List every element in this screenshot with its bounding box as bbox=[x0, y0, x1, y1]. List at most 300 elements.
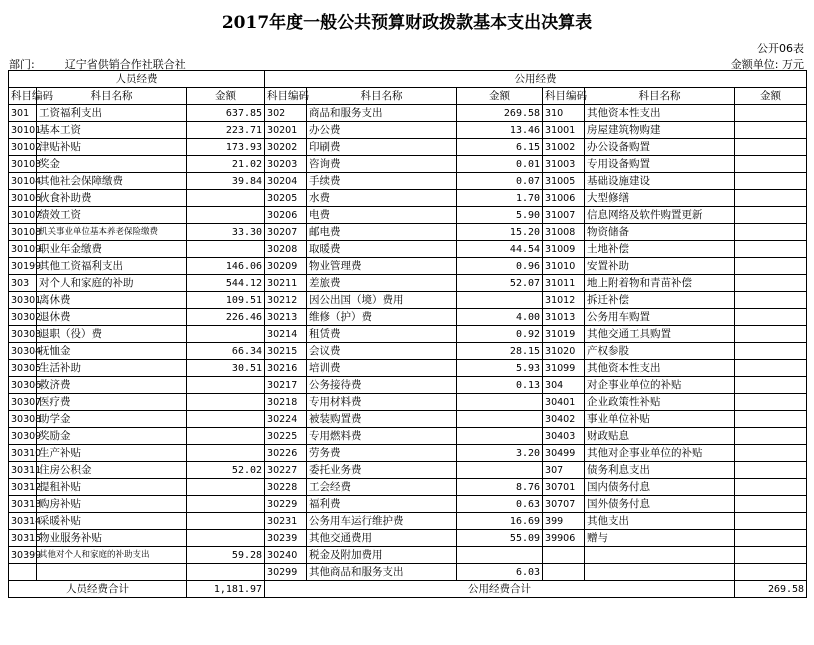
public-goods-name: 取暖费 bbox=[307, 241, 457, 258]
personnel-name: 救济费 bbox=[37, 377, 187, 394]
public-goods-code: 30201 bbox=[265, 122, 307, 139]
personnel-name: 离休费 bbox=[37, 292, 187, 309]
amount-unit: 金额单位: 万元 bbox=[730, 58, 804, 71]
personnel-amount: 52.02 bbox=[187, 462, 265, 479]
personnel-name: 其他对个人和家庭的补助支出 bbox=[37, 547, 187, 564]
public-goods-code: 30203 bbox=[265, 156, 307, 173]
header-name: 科目名称 bbox=[585, 88, 735, 105]
header-code: 科目编码 bbox=[265, 88, 307, 105]
public-total-amount: 269.58 bbox=[735, 581, 807, 598]
public-goods-amount: 5.93 bbox=[457, 360, 543, 377]
public-goods-code: 30225 bbox=[265, 428, 307, 445]
personnel-name: 其他工资福利支出 bbox=[37, 258, 187, 275]
public-goods-code: 30227 bbox=[265, 462, 307, 479]
public-goods-amount: 0.07 bbox=[457, 173, 543, 190]
table-row bbox=[9, 479, 807, 496]
personnel-code: 30311 bbox=[9, 462, 37, 479]
public-capital-name: 财政贴息 bbox=[585, 428, 735, 445]
table-row bbox=[9, 377, 807, 394]
public-capital-amount bbox=[735, 241, 807, 258]
public-capital-code: 31010 bbox=[543, 258, 585, 275]
column-header-row bbox=[9, 88, 807, 105]
personnel-name: 抚恤金 bbox=[37, 343, 187, 360]
header-name: 科目名称 bbox=[37, 88, 187, 105]
personnel-code: 30315 bbox=[9, 530, 37, 547]
public-goods-name: 公务接待费 bbox=[307, 377, 457, 394]
personnel-name: 奖金 bbox=[37, 156, 187, 173]
public-goods-name: 会议费 bbox=[307, 343, 457, 360]
public-goods-code: 30214 bbox=[265, 326, 307, 343]
public-capital-code: 31020 bbox=[543, 343, 585, 360]
table-row bbox=[9, 207, 807, 224]
public-capital-name: 债务利息支出 bbox=[585, 462, 735, 479]
personnel-name: 对个人和家庭的补助 bbox=[37, 275, 187, 292]
public-capital-name: 国外债务付息 bbox=[585, 496, 735, 513]
public-capital-code: 31006 bbox=[543, 190, 585, 207]
public-capital-code: 30499 bbox=[543, 445, 585, 462]
public-capital-amount bbox=[735, 513, 807, 530]
public-goods-amount: 55.09 bbox=[457, 530, 543, 547]
group-header-row bbox=[9, 71, 807, 88]
personnel-amount bbox=[187, 377, 265, 394]
personnel-name: 其他社会保障缴费 bbox=[37, 173, 187, 190]
public-goods-code: 30240 bbox=[265, 547, 307, 564]
public-capital-name: 其他支出 bbox=[585, 513, 735, 530]
personnel-code: 30399 bbox=[9, 547, 37, 564]
public-goods-name: 被装购置费 bbox=[307, 411, 457, 428]
public-capital-code: 31003 bbox=[543, 156, 585, 173]
public-goods-amount: 0.01 bbox=[457, 156, 543, 173]
public-capital-name: 地上附着物和青苗补偿 bbox=[585, 275, 735, 292]
public-capital-amount bbox=[735, 360, 807, 377]
public-capital-code: 310 bbox=[543, 105, 585, 122]
public-goods-name: 办公费 bbox=[307, 122, 457, 139]
public-capital-code: 31007 bbox=[543, 207, 585, 224]
personnel-amount: 146.06 bbox=[187, 258, 265, 275]
public-capital-code: 30707 bbox=[543, 496, 585, 513]
public-goods-amount: 0.96 bbox=[457, 258, 543, 275]
public-goods-name: 物业管理费 bbox=[307, 258, 457, 275]
public-goods-name: 咨询费 bbox=[307, 156, 457, 173]
public-capital-name: 其他资本性支出 bbox=[585, 360, 735, 377]
public-capital-amount bbox=[735, 547, 807, 564]
public-goods-amount bbox=[457, 394, 543, 411]
public-capital-code: 31009 bbox=[543, 241, 585, 258]
personnel-total-amount: 1,181.97 bbox=[187, 581, 265, 598]
table-row bbox=[9, 462, 807, 479]
public-capital-amount bbox=[735, 105, 807, 122]
personnel-code: 30108 bbox=[9, 224, 37, 241]
personnel-amount: 223.71 bbox=[187, 122, 265, 139]
public-goods-name: 水费 bbox=[307, 190, 457, 207]
public-capital-code bbox=[543, 564, 585, 581]
public-capital-name: 安置补助 bbox=[585, 258, 735, 275]
header-code: 科目编码 bbox=[9, 88, 37, 105]
public-goods-code: 30211 bbox=[265, 275, 307, 292]
personnel-amount bbox=[187, 513, 265, 530]
personnel-code: 301 bbox=[9, 105, 37, 122]
personnel-code: 30308 bbox=[9, 411, 37, 428]
public-capital-code: 30403 bbox=[543, 428, 585, 445]
personnel-code: 303 bbox=[9, 275, 37, 292]
public-capital-name: 其他对企事业单位的补贴 bbox=[585, 445, 735, 462]
personnel-amount bbox=[187, 411, 265, 428]
personnel-name: 基本工资 bbox=[37, 122, 187, 139]
public-capital-amount bbox=[735, 411, 807, 428]
public-capital-amount bbox=[735, 309, 807, 326]
table-body bbox=[9, 105, 807, 581]
public-goods-name: 电费 bbox=[307, 207, 457, 224]
public-capital-code: 31013 bbox=[543, 309, 585, 326]
public-capital-name: 大型修缮 bbox=[585, 190, 735, 207]
personnel-amount: 544.12 bbox=[187, 275, 265, 292]
public-capital-amount bbox=[735, 343, 807, 360]
public-capital-code: 30701 bbox=[543, 479, 585, 496]
public-goods-amount: 6.15 bbox=[457, 139, 543, 156]
header-amount: 金额 bbox=[457, 88, 543, 105]
table-row bbox=[9, 394, 807, 411]
public-capital-name bbox=[585, 564, 735, 581]
header-amount: 金额 bbox=[735, 88, 807, 105]
public-capital-amount bbox=[735, 564, 807, 581]
personnel-code: 30101 bbox=[9, 122, 37, 139]
personnel-amount bbox=[187, 241, 265, 258]
personnel-amount: 173.93 bbox=[187, 139, 265, 156]
header-amount: 金额 bbox=[187, 88, 265, 105]
public-capital-code: 31005 bbox=[543, 173, 585, 190]
personnel-amount: 30.51 bbox=[187, 360, 265, 377]
personnel-name: 伙食补助费 bbox=[37, 190, 187, 207]
table-row bbox=[9, 530, 807, 547]
public-capital-amount bbox=[735, 190, 807, 207]
personnel-amount: 226.46 bbox=[187, 309, 265, 326]
personnel-amount: 39.84 bbox=[187, 173, 265, 190]
public-goods-amount bbox=[457, 547, 543, 564]
table-row bbox=[9, 139, 807, 156]
public-goods-code: 30226 bbox=[265, 445, 307, 462]
personnel-name: 医疗费 bbox=[37, 394, 187, 411]
public-capital-name: 专用设备购置 bbox=[585, 156, 735, 173]
personnel-amount bbox=[187, 479, 265, 496]
public-capital-amount bbox=[735, 207, 807, 224]
public-capital-name: 物资储备 bbox=[585, 224, 735, 241]
personnel-code: 30310 bbox=[9, 445, 37, 462]
public-goods-code: 30216 bbox=[265, 360, 307, 377]
table-row bbox=[9, 428, 807, 445]
personnel-amount bbox=[187, 564, 265, 581]
public-goods-code: 30217 bbox=[265, 377, 307, 394]
table-row bbox=[9, 343, 807, 360]
public-goods-code: 30207 bbox=[265, 224, 307, 241]
public-goods-code: 30209 bbox=[265, 258, 307, 275]
table-row bbox=[9, 156, 807, 173]
public-goods-name: 手续费 bbox=[307, 173, 457, 190]
personnel-group-header: 人员经费 bbox=[9, 71, 265, 88]
table-row bbox=[9, 564, 807, 581]
public-goods-amount bbox=[457, 292, 543, 309]
public-capital-name: 基础设施建设 bbox=[585, 173, 735, 190]
public-capital-name: 公务用车购置 bbox=[585, 309, 735, 326]
public-capital-name: 赠与 bbox=[585, 530, 735, 547]
personnel-code: 30306 bbox=[9, 377, 37, 394]
public-capital-code: 31002 bbox=[543, 139, 585, 156]
public-goods-name: 培训费 bbox=[307, 360, 457, 377]
public-goods-name: 福利费 bbox=[307, 496, 457, 513]
public-goods-amount: 1.70 bbox=[457, 190, 543, 207]
public-capital-name bbox=[585, 547, 735, 564]
totals-row bbox=[9, 581, 807, 598]
personnel-code: 30302 bbox=[9, 309, 37, 326]
public-capital-code: 31001 bbox=[543, 122, 585, 139]
personnel-code: 30106 bbox=[9, 190, 37, 207]
public-goods-amount: 6.03 bbox=[457, 564, 543, 581]
public-capital-code: 31011 bbox=[543, 275, 585, 292]
public-capital-code: 31012 bbox=[543, 292, 585, 309]
public-goods-code: 30229 bbox=[265, 496, 307, 513]
public-goods-name: 邮电费 bbox=[307, 224, 457, 241]
personnel-code bbox=[9, 564, 37, 581]
public-capital-amount bbox=[735, 173, 807, 190]
public-goods-amount: 5.90 bbox=[457, 207, 543, 224]
table-row bbox=[9, 292, 807, 309]
personnel-name: 机关事业单位基本养老保险缴费 bbox=[37, 224, 187, 241]
personnel-amount: 59.28 bbox=[187, 547, 265, 564]
public-capital-amount bbox=[735, 428, 807, 445]
public-goods-amount: 13.46 bbox=[457, 122, 543, 139]
public-goods-amount: 3.20 bbox=[457, 445, 543, 462]
public-goods-code: 30208 bbox=[265, 241, 307, 258]
public-goods-name: 维修（护）费 bbox=[307, 309, 457, 326]
department-name: 辽宁省供销合作社联合社 bbox=[64, 58, 186, 71]
public-goods-code: 30212 bbox=[265, 292, 307, 309]
public-goods-name: 差旅费 bbox=[307, 275, 457, 292]
public-goods-amount bbox=[457, 428, 543, 445]
personnel-code: 30303 bbox=[9, 326, 37, 343]
department-label: 部门: bbox=[9, 58, 35, 71]
personnel-amount bbox=[187, 496, 265, 513]
public-goods-amount: 4.00 bbox=[457, 309, 543, 326]
public-goods-code: 30299 bbox=[265, 564, 307, 581]
personnel-amount bbox=[187, 445, 265, 462]
public-capital-amount bbox=[735, 292, 807, 309]
personnel-code: 30109 bbox=[9, 241, 37, 258]
form-number: 公开06表 bbox=[757, 42, 804, 55]
table-row bbox=[9, 105, 807, 122]
public-capital-amount bbox=[735, 156, 807, 173]
public-goods-amount: 52.07 bbox=[457, 275, 543, 292]
public-capital-code bbox=[543, 547, 585, 564]
public-goods-name: 工会经费 bbox=[307, 479, 457, 496]
personnel-name: 退职（役）费 bbox=[37, 326, 187, 343]
table-row bbox=[9, 513, 807, 530]
public-capital-amount bbox=[735, 462, 807, 479]
header-name: 科目名称 bbox=[307, 88, 457, 105]
public-goods-amount bbox=[457, 411, 543, 428]
personnel-code: 30107 bbox=[9, 207, 37, 224]
personnel-name: 住房公积金 bbox=[37, 462, 187, 479]
header-code: 科目编码 bbox=[543, 88, 585, 105]
personnel-code: 30199 bbox=[9, 258, 37, 275]
personnel-code: 30307 bbox=[9, 394, 37, 411]
public-capital-name: 其他资本性支出 bbox=[585, 105, 735, 122]
public-capital-name: 企业政策性补贴 bbox=[585, 394, 735, 411]
personnel-name: 采暖补贴 bbox=[37, 513, 187, 530]
public-goods-amount bbox=[457, 462, 543, 479]
public-goods-name: 商品和服务支出 bbox=[307, 105, 457, 122]
table-row bbox=[9, 326, 807, 343]
personnel-code: 30313 bbox=[9, 496, 37, 513]
public-capital-code: 30402 bbox=[543, 411, 585, 428]
public-capital-name: 土地补偿 bbox=[585, 241, 735, 258]
public-goods-amount: 44.54 bbox=[457, 241, 543, 258]
public-goods-amount: 0.63 bbox=[457, 496, 543, 513]
personnel-code: 30304 bbox=[9, 343, 37, 360]
public-goods-name: 专用燃料费 bbox=[307, 428, 457, 445]
table-row bbox=[9, 309, 807, 326]
public-capital-amount bbox=[735, 224, 807, 241]
public-goods-code: 30206 bbox=[265, 207, 307, 224]
public-capital-name: 其他交通工具购置 bbox=[585, 326, 735, 343]
personnel-amount bbox=[187, 326, 265, 343]
personnel-total-label: 人员经费合计 bbox=[9, 581, 187, 598]
public-capital-name: 办公设备购置 bbox=[585, 139, 735, 156]
public-capital-code: 307 bbox=[543, 462, 585, 479]
public-capital-name: 国内债务付息 bbox=[585, 479, 735, 496]
page-title: 2017年度一般公共预算财政拨款基本支出决算表 bbox=[221, 13, 593, 33]
personnel-name: 津贴补贴 bbox=[37, 139, 187, 156]
public-capital-amount bbox=[735, 530, 807, 547]
personnel-name: 工资福利支出 bbox=[37, 105, 187, 122]
public-goods-amount: 0.92 bbox=[457, 326, 543, 343]
public-capital-amount bbox=[735, 394, 807, 411]
table-row bbox=[9, 496, 807, 513]
public-goods-amount: 15.20 bbox=[457, 224, 543, 241]
table-row bbox=[9, 241, 807, 258]
public-capital-code: 31099 bbox=[543, 360, 585, 377]
personnel-amount: 66.34 bbox=[187, 343, 265, 360]
personnel-name: 提租补贴 bbox=[37, 479, 187, 496]
public-capital-code: 399 bbox=[543, 513, 585, 530]
public-goods-code: 30224 bbox=[265, 411, 307, 428]
public-group-header: 公用经费 bbox=[265, 71, 807, 88]
public-goods-amount: 16.69 bbox=[457, 513, 543, 530]
personnel-name: 助学金 bbox=[37, 411, 187, 428]
table-row bbox=[9, 360, 807, 377]
public-capital-code: 31008 bbox=[543, 224, 585, 241]
public-goods-amount: 28.15 bbox=[457, 343, 543, 360]
public-goods-code: 30218 bbox=[265, 394, 307, 411]
public-capital-code: 304 bbox=[543, 377, 585, 394]
personnel-name: 奖励金 bbox=[37, 428, 187, 445]
personnel-name: 生活补助 bbox=[37, 360, 187, 377]
expenditure-table bbox=[8, 70, 807, 598]
public-goods-amount: 269.58 bbox=[457, 105, 543, 122]
personnel-code: 30309 bbox=[9, 428, 37, 445]
table-row bbox=[9, 224, 807, 241]
personnel-code: 30102 bbox=[9, 139, 37, 156]
public-total-label: 公用经费合计 bbox=[265, 581, 735, 598]
table-row bbox=[9, 122, 807, 139]
public-goods-amount: 0.13 bbox=[457, 377, 543, 394]
personnel-amount: 33.30 bbox=[187, 224, 265, 241]
personnel-amount bbox=[187, 428, 265, 445]
personnel-code: 30103 bbox=[9, 156, 37, 173]
public-goods-code: 30239 bbox=[265, 530, 307, 547]
public-goods-name: 税金及附加费用 bbox=[307, 547, 457, 564]
personnel-name bbox=[37, 564, 187, 581]
public-capital-amount bbox=[735, 258, 807, 275]
public-goods-code: 30204 bbox=[265, 173, 307, 190]
public-capital-code: 30401 bbox=[543, 394, 585, 411]
public-capital-amount bbox=[735, 377, 807, 394]
personnel-code: 30305 bbox=[9, 360, 37, 377]
table-row bbox=[9, 547, 807, 564]
personnel-code: 30314 bbox=[9, 513, 37, 530]
public-capital-name: 拆迁补偿 bbox=[585, 292, 735, 309]
public-goods-code: 30213 bbox=[265, 309, 307, 326]
public-goods-name: 委托业务费 bbox=[307, 462, 457, 479]
personnel-amount: 109.51 bbox=[187, 292, 265, 309]
table-row bbox=[9, 258, 807, 275]
public-capital-amount bbox=[735, 496, 807, 513]
public-capital-amount bbox=[735, 139, 807, 156]
public-goods-code: 30205 bbox=[265, 190, 307, 207]
public-goods-name: 印刷费 bbox=[307, 139, 457, 156]
public-capital-amount bbox=[735, 275, 807, 292]
personnel-amount: 637.85 bbox=[187, 105, 265, 122]
public-capital-name: 信息网络及软件购置更新 bbox=[585, 207, 735, 224]
personnel-amount bbox=[187, 394, 265, 411]
public-goods-code: 30215 bbox=[265, 343, 307, 360]
personnel-name: 职业年金缴费 bbox=[37, 241, 187, 258]
public-capital-amount bbox=[735, 479, 807, 496]
public-goods-name: 因公出国（境）费用 bbox=[307, 292, 457, 309]
table-row bbox=[9, 190, 807, 207]
personnel-amount: 21.02 bbox=[187, 156, 265, 173]
personnel-amount bbox=[187, 207, 265, 224]
table-row bbox=[9, 275, 807, 292]
public-capital-amount bbox=[735, 326, 807, 343]
public-capital-amount bbox=[735, 122, 807, 139]
table-row bbox=[9, 411, 807, 428]
personnel-code: 30104 bbox=[9, 173, 37, 190]
personnel-name: 生产补贴 bbox=[37, 445, 187, 462]
public-goods-name: 其他商品和服务支出 bbox=[307, 564, 457, 581]
public-capital-code: 31019 bbox=[543, 326, 585, 343]
personnel-code: 30301 bbox=[9, 292, 37, 309]
public-goods-code: 30231 bbox=[265, 513, 307, 530]
public-goods-code: 302 bbox=[265, 105, 307, 122]
personnel-name: 购房补贴 bbox=[37, 496, 187, 513]
personnel-name: 物业服务补贴 bbox=[37, 530, 187, 547]
public-capital-name: 对企事业单位的补贴 bbox=[585, 377, 735, 394]
public-goods-amount: 8.76 bbox=[457, 479, 543, 496]
table-row bbox=[9, 445, 807, 462]
public-capital-name: 产权参股 bbox=[585, 343, 735, 360]
table-row bbox=[9, 173, 807, 190]
public-goods-name: 其他交通费用 bbox=[307, 530, 457, 547]
personnel-code: 30312 bbox=[9, 479, 37, 496]
public-capital-name: 事业单位补贴 bbox=[585, 411, 735, 428]
public-goods-name: 公务用车运行维护费 bbox=[307, 513, 457, 530]
personnel-amount bbox=[187, 190, 265, 207]
public-goods-name: 租赁费 bbox=[307, 326, 457, 343]
public-goods-name: 劳务费 bbox=[307, 445, 457, 462]
personnel-name: 退休费 bbox=[37, 309, 187, 326]
public-goods-code: 30202 bbox=[265, 139, 307, 156]
public-capital-code: 39906 bbox=[543, 530, 585, 547]
public-capital-name: 房屋建筑物购建 bbox=[585, 122, 735, 139]
